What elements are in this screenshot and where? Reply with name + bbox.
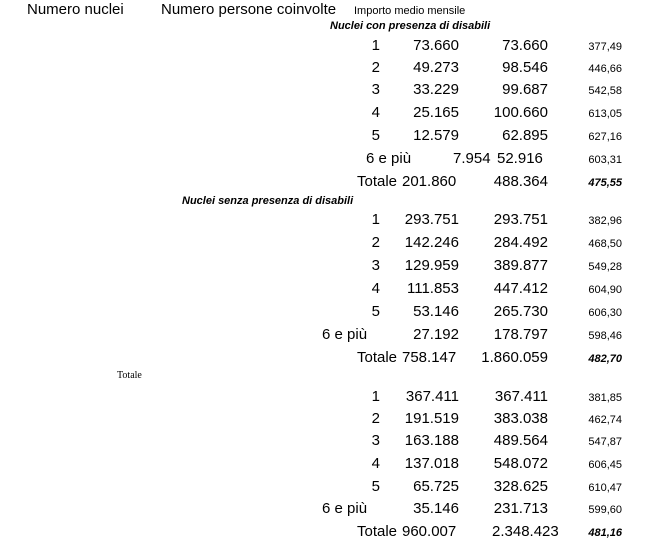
total-row — [0, 523, 646, 545]
cell-persone: 489.564 — [493, 432, 548, 449]
cell-nuclei: 12.579 — [413, 127, 459, 144]
cell-n: 4 — [371, 280, 380, 297]
cell-persone: 178.797 — [493, 326, 548, 343]
table-row — [0, 104, 646, 126]
table-row — [0, 388, 646, 410]
section-title: Totale — [117, 370, 142, 381]
cell-importo: 547,87 — [588, 436, 622, 448]
cell-nuclei: 65.725 — [413, 478, 459, 495]
table-row — [0, 234, 646, 256]
cell-persone: 293.751 — [493, 211, 548, 228]
cell-n: 5 — [371, 127, 380, 144]
cell-n: 5 — [371, 478, 380, 495]
cell-importo: 542,58 — [588, 85, 622, 97]
cell-importo: 381,85 — [588, 392, 622, 404]
cell-nuclei: 73.660 — [413, 37, 459, 54]
table-row — [0, 127, 646, 149]
cell-n: 1 — [371, 37, 380, 54]
cell-importo: 606,30 — [588, 307, 622, 319]
table-row — [0, 257, 646, 279]
cell-n: 2 — [371, 234, 380, 251]
cell-n: 3 — [371, 81, 380, 98]
cell-persone: 100.660 — [493, 104, 548, 121]
table-row — [0, 280, 646, 302]
cell-n: 1 — [371, 388, 380, 405]
table-row — [0, 432, 646, 454]
cell-importo: 446,66 — [588, 63, 622, 75]
cell-n: 3 — [371, 432, 380, 449]
cell-nuclei: 49.273 — [413, 59, 459, 76]
cell-persone: 389.877 — [493, 257, 548, 274]
cell-nuclei: 142.246 — [404, 234, 459, 251]
cell-importo: 549,28 — [588, 261, 622, 273]
total-label: Totale — [357, 523, 398, 540]
table-row — [0, 500, 646, 522]
total-row — [0, 173, 646, 195]
cell-n: 3 — [371, 257, 380, 274]
cell-nuclei: 7.954 — [453, 150, 491, 167]
table-row — [0, 478, 646, 500]
cell-n: 6 e più — [322, 500, 368, 517]
cell-n: 1 — [371, 211, 380, 228]
header-importo: Importo medio mensile — [354, 5, 466, 17]
cell-persone: 99.687 — [502, 81, 548, 98]
cell-importo: 599,60 — [588, 504, 622, 516]
table-row — [0, 303, 646, 325]
cell-persone: 548.072 — [493, 455, 548, 472]
total-nuclei: 758.147 — [402, 349, 457, 366]
header-persone: Numero persone coinvolte — [161, 1, 337, 18]
cell-persone: 98.546 — [502, 59, 548, 76]
total-importo: 475,55 — [588, 177, 622, 189]
total-persone: 2.348.423 — [492, 523, 559, 540]
table-row — [0, 455, 646, 477]
cell-persone: 73.660 — [502, 37, 548, 54]
total-importo: 481,16 — [588, 527, 622, 539]
cell-persone: 447.412 — [493, 280, 548, 297]
total-label: Totale — [357, 173, 398, 190]
cell-nuclei: 111.853 — [407, 280, 459, 297]
cell-importo: 462,74 — [588, 414, 622, 426]
total-row — [0, 349, 646, 371]
cell-persone: 265.730 — [493, 303, 548, 320]
cell-importo: 598,46 — [588, 330, 622, 342]
cell-importo: 382,96 — [588, 215, 622, 227]
cell-n: 2 — [371, 410, 380, 427]
cell-importo: 377,49 — [588, 41, 622, 53]
cell-n: 6 e più — [366, 150, 412, 167]
table-row — [0, 410, 646, 432]
cell-persone: 284.492 — [493, 234, 548, 251]
total-nuclei: 960.007 — [402, 523, 457, 540]
table-row — [0, 326, 646, 348]
total-persone: 1.860.059 — [481, 349, 548, 366]
cell-persone: 367.411 — [494, 388, 548, 405]
cell-persone: 383.038 — [493, 410, 548, 427]
cell-importo: 468,50 — [588, 238, 622, 250]
cell-persone: 52.916 — [497, 150, 543, 167]
header-nuclei: Numero nuclei — [27, 1, 124, 18]
cell-importo: 606,45 — [588, 459, 622, 471]
cell-n: 5 — [371, 303, 380, 320]
total-importo: 482,70 — [588, 353, 622, 365]
cell-importo: 603,31 — [588, 154, 622, 166]
cell-nuclei: 27.192 — [413, 326, 459, 343]
table-row — [0, 37, 646, 59]
cell-nuclei: 293.751 — [404, 211, 459, 228]
cell-persone: 231.713 — [493, 500, 548, 517]
cell-importo: 604,90 — [588, 284, 622, 296]
cell-nuclei: 35.146 — [413, 500, 459, 517]
cell-nuclei: 129.959 — [404, 257, 459, 274]
cell-persone: 328.625 — [493, 478, 548, 495]
cell-nuclei: 53.146 — [413, 303, 459, 320]
cell-nuclei: 367.411 — [405, 388, 459, 405]
section-title: Nuclei senza presenza di disabili — [182, 195, 354, 207]
cell-importo: 610,47 — [588, 482, 622, 494]
cell-persone: 62.895 — [502, 127, 548, 144]
section-title: Nuclei con presenza di disabili — [330, 20, 491, 32]
cell-n: 4 — [371, 104, 380, 121]
table-row — [0, 81, 646, 103]
cell-nuclei: 25.165 — [413, 104, 459, 121]
cell-importo: 613,05 — [588, 108, 622, 120]
cell-nuclei: 137.018 — [404, 455, 459, 472]
table-row — [0, 150, 646, 172]
cell-nuclei: 163.188 — [404, 432, 459, 449]
total-persone: 488.364 — [493, 173, 548, 190]
cell-nuclei: 191.519 — [404, 410, 459, 427]
cell-n: 2 — [371, 59, 380, 76]
cell-n: 6 e più — [322, 326, 368, 343]
table-row — [0, 59, 646, 81]
cell-n: 4 — [371, 455, 380, 472]
table-row — [0, 211, 646, 233]
total-label: Totale — [357, 349, 398, 366]
cell-nuclei: 33.229 — [413, 81, 459, 98]
cell-importo: 627,16 — [588, 131, 622, 143]
total-nuclei: 201.860 — [402, 173, 457, 190]
